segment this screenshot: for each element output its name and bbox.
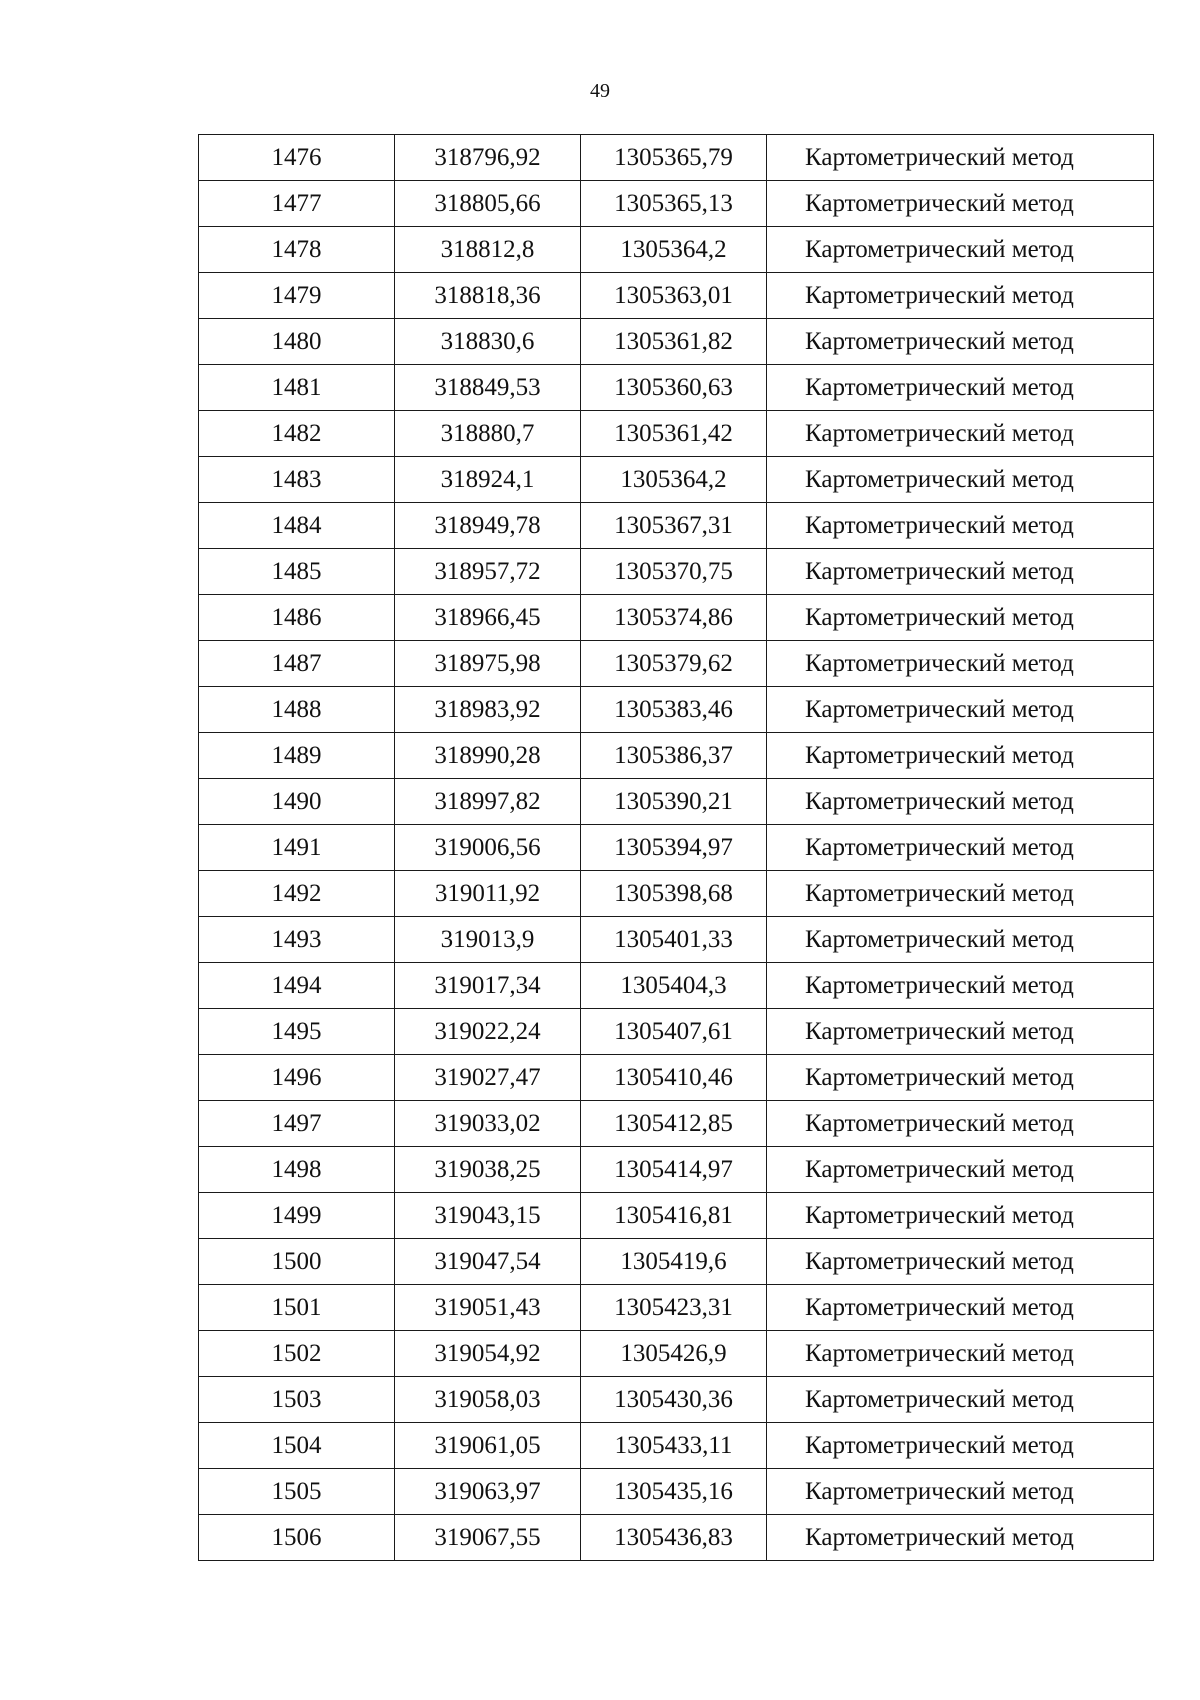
point-number-cell: 1493 xyxy=(199,917,395,963)
table-row xyxy=(199,963,1154,1009)
method-cell: Картометрический метод xyxy=(767,457,1154,503)
point-number-cell: 1499 xyxy=(199,1193,395,1239)
point-number-cell: 1477 xyxy=(199,181,395,227)
method-cell: Картометрический метод xyxy=(767,1101,1154,1147)
x-coordinate-cell: 318805,66 xyxy=(395,181,581,227)
table-row xyxy=(199,1055,1154,1101)
x-coordinate-cell: 319054,92 xyxy=(395,1331,581,1377)
point-number-cell: 1503 xyxy=(199,1377,395,1423)
x-coordinate-cell: 319017,34 xyxy=(395,963,581,1009)
y-coordinate-cell: 1305433,11 xyxy=(581,1423,767,1469)
table-row xyxy=(199,1239,1154,1285)
point-number-cell: 1502 xyxy=(199,1331,395,1377)
method-cell: Картометрический метод xyxy=(767,779,1154,825)
point-number-cell: 1488 xyxy=(199,687,395,733)
x-coordinate-cell: 319047,54 xyxy=(395,1239,581,1285)
y-coordinate-cell: 1305436,83 xyxy=(581,1515,767,1561)
method-cell: Картометрический метод xyxy=(767,411,1154,457)
y-coordinate-cell: 1305423,31 xyxy=(581,1285,767,1331)
method-cell: Картометрический метод xyxy=(767,825,1154,871)
x-coordinate-cell: 318966,45 xyxy=(395,595,581,641)
y-coordinate-cell: 1305414,97 xyxy=(581,1147,767,1193)
y-coordinate-cell: 1305374,86 xyxy=(581,595,767,641)
y-coordinate-cell: 1305367,31 xyxy=(581,503,767,549)
table-row xyxy=(199,227,1154,273)
y-coordinate-cell: 1305360,63 xyxy=(581,365,767,411)
point-number-cell: 1478 xyxy=(199,227,395,273)
table-row xyxy=(199,1423,1154,1469)
x-coordinate-cell: 318924,1 xyxy=(395,457,581,503)
y-coordinate-cell: 1305370,75 xyxy=(581,549,767,595)
point-number-cell: 1483 xyxy=(199,457,395,503)
x-coordinate-cell: 319033,02 xyxy=(395,1101,581,1147)
y-coordinate-cell: 1305419,6 xyxy=(581,1239,767,1285)
point-number-cell: 1504 xyxy=(199,1423,395,1469)
x-coordinate-cell: 318812,8 xyxy=(395,227,581,273)
x-coordinate-cell: 318997,82 xyxy=(395,779,581,825)
point-number-cell: 1501 xyxy=(199,1285,395,1331)
y-coordinate-cell: 1305416,81 xyxy=(581,1193,767,1239)
point-number-cell: 1489 xyxy=(199,733,395,779)
x-coordinate-cell: 318849,53 xyxy=(395,365,581,411)
point-number-cell: 1490 xyxy=(199,779,395,825)
y-coordinate-cell: 1305401,33 xyxy=(581,917,767,963)
table-row xyxy=(199,1009,1154,1055)
y-coordinate-cell: 1305398,68 xyxy=(581,871,767,917)
point-number-cell: 1497 xyxy=(199,1101,395,1147)
table-row xyxy=(199,503,1154,549)
x-coordinate-cell: 318975,98 xyxy=(395,641,581,687)
table-row xyxy=(199,871,1154,917)
coordinates-table-body xyxy=(199,135,1154,1561)
table-row xyxy=(199,641,1154,687)
x-coordinate-cell: 319006,56 xyxy=(395,825,581,871)
y-coordinate-cell: 1305364,2 xyxy=(581,457,767,503)
point-number-cell: 1485 xyxy=(199,549,395,595)
point-number-cell: 1479 xyxy=(199,273,395,319)
y-coordinate-cell: 1305365,79 xyxy=(581,135,767,181)
point-number-cell: 1491 xyxy=(199,825,395,871)
table-row xyxy=(199,733,1154,779)
method-cell: Картометрический метод xyxy=(767,1055,1154,1101)
x-coordinate-cell: 319061,05 xyxy=(395,1423,581,1469)
table-row xyxy=(199,273,1154,319)
y-coordinate-cell: 1305364,2 xyxy=(581,227,767,273)
x-coordinate-cell: 319011,92 xyxy=(395,871,581,917)
x-coordinate-cell: 318990,28 xyxy=(395,733,581,779)
point-number-cell: 1498 xyxy=(199,1147,395,1193)
method-cell: Картометрический метод xyxy=(767,1331,1154,1377)
method-cell: Картометрический метод xyxy=(767,365,1154,411)
x-coordinate-cell: 318796,92 xyxy=(395,135,581,181)
table-row xyxy=(199,457,1154,503)
point-number-cell: 1482 xyxy=(199,411,395,457)
method-cell: Картометрический метод xyxy=(767,1009,1154,1055)
x-coordinate-cell: 319043,15 xyxy=(395,1193,581,1239)
method-cell: Картометрический метод xyxy=(767,1285,1154,1331)
point-number-cell: 1494 xyxy=(199,963,395,1009)
method-cell: Картометрический метод xyxy=(767,733,1154,779)
method-cell: Картометрический метод xyxy=(767,1193,1154,1239)
y-coordinate-cell: 1305383,46 xyxy=(581,687,767,733)
x-coordinate-cell: 319063,97 xyxy=(395,1469,581,1515)
x-coordinate-cell: 319067,55 xyxy=(395,1515,581,1561)
page-number: 49 xyxy=(590,80,610,102)
table-row xyxy=(199,1515,1154,1561)
x-coordinate-cell: 319058,03 xyxy=(395,1377,581,1423)
method-cell: Картометрический метод xyxy=(767,227,1154,273)
x-coordinate-cell: 318949,78 xyxy=(395,503,581,549)
table-row xyxy=(199,1101,1154,1147)
table-row xyxy=(199,1469,1154,1515)
y-coordinate-cell: 1305435,16 xyxy=(581,1469,767,1515)
table-row xyxy=(199,1193,1154,1239)
y-coordinate-cell: 1305394,97 xyxy=(581,825,767,871)
y-coordinate-cell: 1305410,46 xyxy=(581,1055,767,1101)
table-row xyxy=(199,1285,1154,1331)
y-coordinate-cell: 1305363,01 xyxy=(581,273,767,319)
x-coordinate-cell: 319051,43 xyxy=(395,1285,581,1331)
x-coordinate-cell: 319013,9 xyxy=(395,917,581,963)
x-coordinate-cell: 319027,47 xyxy=(395,1055,581,1101)
point-number-cell: 1476 xyxy=(199,135,395,181)
y-coordinate-cell: 1305386,37 xyxy=(581,733,767,779)
method-cell: Картометрический метод xyxy=(767,963,1154,1009)
method-cell: Картометрический метод xyxy=(767,871,1154,917)
x-coordinate-cell: 318957,72 xyxy=(395,549,581,595)
table-row xyxy=(199,1377,1154,1423)
point-number-cell: 1480 xyxy=(199,319,395,365)
method-cell: Картометрический метод xyxy=(767,1239,1154,1285)
point-number-cell: 1505 xyxy=(199,1469,395,1515)
table-row xyxy=(199,917,1154,963)
method-cell: Картометрический метод xyxy=(767,319,1154,365)
method-cell: Картометрический метод xyxy=(767,503,1154,549)
y-coordinate-cell: 1305412,85 xyxy=(581,1101,767,1147)
x-coordinate-cell: 318983,92 xyxy=(395,687,581,733)
method-cell: Картометрический метод xyxy=(767,641,1154,687)
table-row xyxy=(199,411,1154,457)
table-row xyxy=(199,825,1154,871)
method-cell: Картометрический метод xyxy=(767,595,1154,641)
table-row xyxy=(199,549,1154,595)
y-coordinate-cell: 1305361,42 xyxy=(581,411,767,457)
y-coordinate-cell: 1305404,3 xyxy=(581,963,767,1009)
method-cell: Картометрический метод xyxy=(767,1469,1154,1515)
y-coordinate-cell: 1305379,62 xyxy=(581,641,767,687)
method-cell: Картометрический метод xyxy=(767,273,1154,319)
y-coordinate-cell: 1305426,9 xyxy=(581,1331,767,1377)
point-number-cell: 1500 xyxy=(199,1239,395,1285)
table-row xyxy=(199,1147,1154,1193)
method-cell: Картометрический метод xyxy=(767,135,1154,181)
method-cell: Картометрический метод xyxy=(767,1377,1154,1423)
point-number-cell: 1492 xyxy=(199,871,395,917)
point-number-cell: 1484 xyxy=(199,503,395,549)
x-coordinate-cell: 319038,25 xyxy=(395,1147,581,1193)
table-row xyxy=(199,135,1154,181)
method-cell: Картометрический метод xyxy=(767,1423,1154,1469)
point-number-cell: 1481 xyxy=(199,365,395,411)
method-cell: Картометрический метод xyxy=(767,917,1154,963)
x-coordinate-cell: 318880,7 xyxy=(395,411,581,457)
coordinates-table xyxy=(198,134,1154,1561)
point-number-cell: 1506 xyxy=(199,1515,395,1561)
method-cell: Картометрический метод xyxy=(767,1147,1154,1193)
x-coordinate-cell: 318818,36 xyxy=(395,273,581,319)
y-coordinate-cell: 1305390,21 xyxy=(581,779,767,825)
table-row xyxy=(199,595,1154,641)
table-row xyxy=(199,779,1154,825)
table-row xyxy=(199,181,1154,227)
y-coordinate-cell: 1305361,82 xyxy=(581,319,767,365)
x-coordinate-cell: 318830,6 xyxy=(395,319,581,365)
point-number-cell: 1487 xyxy=(199,641,395,687)
method-cell: Картометрический метод xyxy=(767,687,1154,733)
table-row xyxy=(199,365,1154,411)
y-coordinate-cell: 1305365,13 xyxy=(581,181,767,227)
method-cell: Картометрический метод xyxy=(767,181,1154,227)
point-number-cell: 1486 xyxy=(199,595,395,641)
table-row xyxy=(199,319,1154,365)
y-coordinate-cell: 1305430,36 xyxy=(581,1377,767,1423)
y-coordinate-cell: 1305407,61 xyxy=(581,1009,767,1055)
point-number-cell: 1495 xyxy=(199,1009,395,1055)
table-row xyxy=(199,687,1154,733)
method-cell: Картометрический метод xyxy=(767,549,1154,595)
point-number-cell: 1496 xyxy=(199,1055,395,1101)
x-coordinate-cell: 319022,24 xyxy=(395,1009,581,1055)
method-cell: Картометрический метод xyxy=(767,1515,1154,1561)
table-row xyxy=(199,1331,1154,1377)
